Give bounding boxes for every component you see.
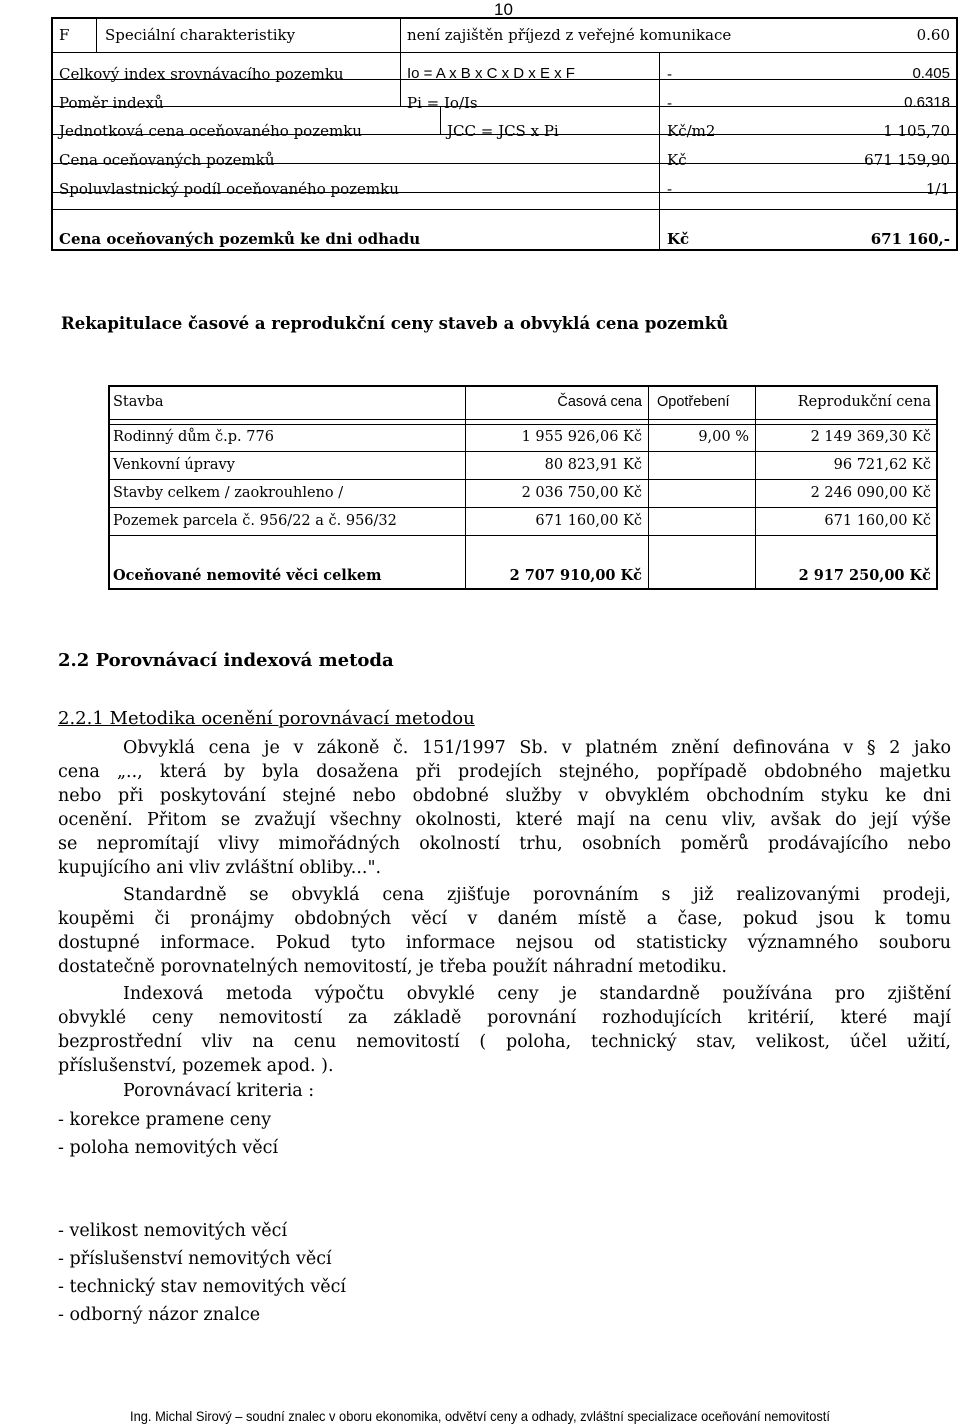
row-value: 671 159,90 bbox=[864, 151, 950, 169]
paragraph-line: Indexová metoda výpočtu obvyklé ceny je standardně používána pro zjištění bbox=[123, 984, 951, 1004]
row-unit: - bbox=[667, 65, 673, 83]
page-number: 10 bbox=[494, 0, 513, 19]
table-cell: 2 149 369,30 Kč bbox=[810, 429, 931, 445]
total-value: 671 160,- bbox=[870, 230, 950, 248]
paragraph-line: dostupné informace. Pokud tyto informace nejsou od statisticky významného souboru bbox=[58, 933, 951, 953]
subsection-heading: 2.2.1 Metodika ocenění porovnávací metodou bbox=[58, 708, 475, 729]
row-formula: JCC = JCS x Pi bbox=[447, 122, 559, 140]
paragraph bbox=[58, 883, 951, 979]
paragraph bbox=[58, 736, 951, 880]
table-cell: 671 160,00 Kč bbox=[535, 513, 642, 529]
paragraph-line: cena „.., která by byla dosažena při prodejích stejného, popřípadě obdobného majetku bbox=[58, 762, 951, 782]
criteria-label: Porovnávací kriteria : bbox=[123, 1081, 315, 1101]
list-item: - poloha nemovitých věcí bbox=[58, 1138, 279, 1158]
paragraph-line: dostatečně porovnatelných nemovitostí, je třeba použít náhradní metodiku. bbox=[58, 957, 727, 977]
row-formula: není zajištěn příjezd z veřejné komunikace bbox=[407, 26, 732, 44]
recap-title: Rekapitulace časové a reprodukční ceny staveb a obvyklá cena pozemků bbox=[61, 314, 729, 333]
criteria-list bbox=[58, 1106, 278, 1162]
paragraph-line: kupujícího ani vliv zvláštní obliby...". bbox=[58, 858, 382, 878]
row-value: 1/1 bbox=[925, 180, 950, 198]
row-label: Cena oceňovaných pozemků bbox=[59, 151, 275, 169]
row-label: Spoluvlastnický podíl oceňovaného pozemku bbox=[59, 180, 399, 198]
paragraph-line: bezprostřední vliv na cenu nemovitostí ( poloha, technický stav, velikost, účel užití, bbox=[58, 1032, 951, 1052]
row-unit: Kč bbox=[667, 151, 687, 169]
row-value: 0.405 bbox=[912, 65, 950, 82]
row-formula: Pi = Io/Is bbox=[407, 94, 478, 112]
row-value: 0.6318 bbox=[904, 94, 950, 111]
row-value: 0.60 bbox=[916, 26, 950, 44]
row-unit: - bbox=[667, 180, 673, 198]
paragraph-line: koupěmi či pronájmy obdobných věcí v daném místě a čase, pokud jsou k tomu bbox=[58, 909, 951, 929]
paragraph-line: ocenění. Přitom se zvažují všechny okolnosti, které mají na cenu vliv, avšak do její výše bbox=[58, 810, 951, 830]
row-label: Jednotková cena oceňovaného pozemku bbox=[59, 122, 362, 140]
row-unit: - bbox=[667, 94, 673, 112]
page-footer: Ing. Michal Sirový – soudní znalec v oboru ekonomika, odvětví ceny a odhady, zvláštní specializace oceňování nemovitostí bbox=[130, 1408, 830, 1424]
row-label: Celkový index srovnávacího pozemku bbox=[59, 65, 344, 83]
col-header: Časová cena bbox=[557, 394, 642, 410]
row-value: 1 105,70 bbox=[883, 122, 950, 140]
col-header: Opotřebení bbox=[657, 394, 730, 410]
total-value: 2 707 910,00 Kč bbox=[509, 567, 642, 584]
land-valuation-table bbox=[51, 17, 958, 251]
table-cell: 2 036 750,00 Kč bbox=[521, 485, 642, 501]
row-code: F bbox=[59, 26, 70, 44]
table-cell: 96 721,62 Kč bbox=[833, 457, 931, 473]
total-unit: Kč bbox=[667, 230, 690, 248]
total-label: Cena oceňovaných pozemků ke dni odhadu bbox=[59, 230, 421, 248]
row-label: Poměr indexů bbox=[59, 94, 164, 112]
paragraph-line: se nepromítají vlivy mimořádných okolností trhu, osobních poměrů prodávajícího nebo bbox=[58, 834, 951, 854]
table-cell: 671 160,00 Kč bbox=[824, 513, 931, 529]
col-header: Stavba bbox=[113, 394, 164, 410]
table-cell: 9,00 % bbox=[698, 429, 749, 445]
table-cell: 1 955 926,06 Kč bbox=[521, 429, 642, 445]
criteria-list bbox=[58, 1217, 346, 1329]
col-header: Reprodukční cena bbox=[797, 394, 931, 410]
section-heading: 2.2 Porovnávací indexová metoda bbox=[58, 650, 394, 671]
total-label: Oceňované nemovité věci celkem bbox=[113, 567, 382, 584]
table-cell: Pozemek parcela č. 956/22 a č. 956/32 bbox=[113, 513, 397, 529]
recap-table bbox=[108, 385, 938, 590]
table-cell: 80 823,91 Kč bbox=[544, 457, 642, 473]
total-value: 2 917 250,00 Kč bbox=[798, 567, 931, 584]
list-item: - příslušenství nemovitých věcí bbox=[58, 1249, 332, 1269]
table-cell: Venkovní úpravy bbox=[113, 457, 235, 473]
list-item: - korekce pramene ceny bbox=[58, 1110, 272, 1130]
paragraph-line: příslušenství, pozemek apod. ). bbox=[58, 1056, 334, 1076]
row-formula: Io = A x B x C x D x E x F bbox=[407, 65, 575, 82]
paragraph-line: nebo při poskytování stejné nebo obdobné služby v obvyklém obchodním styku ke dni bbox=[58, 786, 951, 806]
row-label: Speciální charakteristiky bbox=[105, 26, 296, 44]
table-cell: Rodinný dům č.p. 776 bbox=[113, 429, 274, 445]
paragraph-line: Standardně se obvyklá cena zjišťuje porovnáním s již realizovanými prodeji, bbox=[123, 885, 951, 905]
paragraph bbox=[58, 982, 951, 1078]
list-item: - velikost nemovitých věcí bbox=[58, 1221, 288, 1241]
paragraph-line: Obvyklá cena je v zákoně č. 151/1997 Sb. v platném znění definována v § 2 jako bbox=[123, 738, 951, 758]
table-cell: Stavby celkem / zaokrouhleno / bbox=[113, 485, 344, 501]
list-item: - technický stav nemovitých věcí bbox=[58, 1277, 346, 1297]
table-cell: 2 246 090,00 Kč bbox=[810, 485, 931, 501]
list-item: - odborný názor znalce bbox=[58, 1305, 261, 1325]
row-unit: Kč/m2 bbox=[667, 122, 716, 140]
paragraph-line: obvyklé ceny nemovitostí za základě porovnání rozhodujících kritérií, které mají bbox=[58, 1008, 951, 1028]
